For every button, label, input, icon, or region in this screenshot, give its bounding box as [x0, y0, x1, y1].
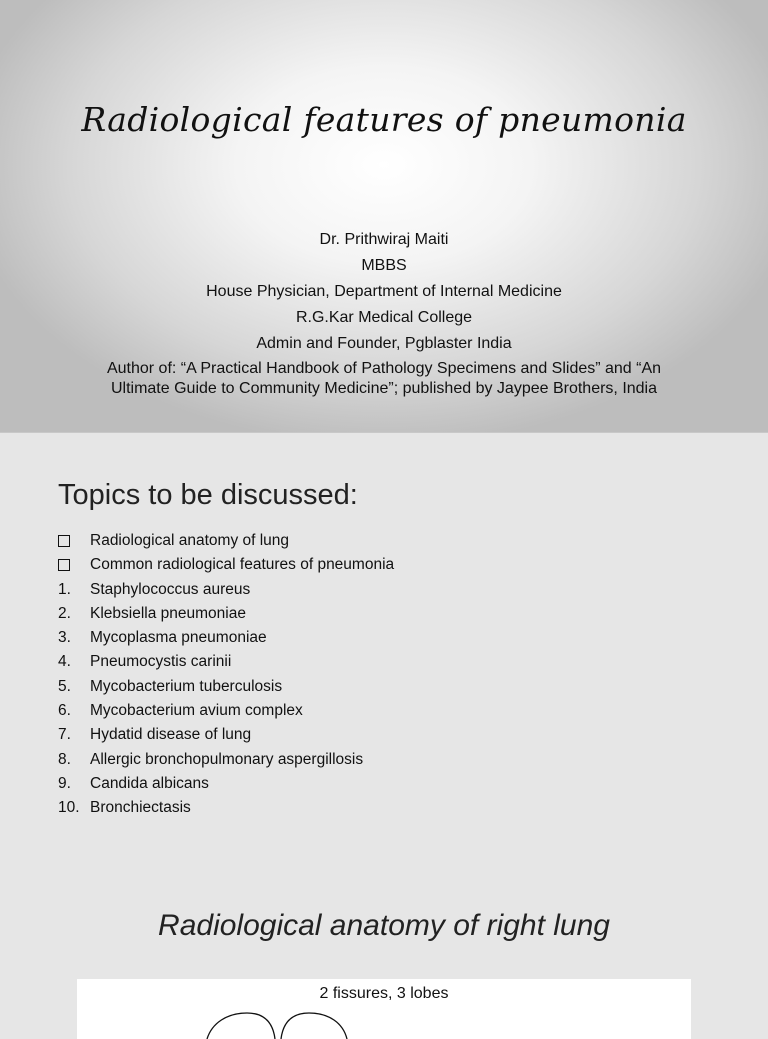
list-item: [58, 553, 394, 577]
list-item: [58, 723, 394, 747]
list-item-text: Staphylococcus aureus: [90, 580, 251, 598]
list-item-text: Klebsiella pneumoniae: [90, 604, 246, 622]
list-item: [58, 796, 394, 820]
list-item-text: Mycobacterium avium complex: [90, 702, 303, 720]
topics-heading: Topics to be discussed:: [58, 479, 358, 511]
list-number: 6.: [58, 702, 71, 720]
author-role: Admin and Founder, Pgblaster India: [256, 335, 512, 352]
list-item-text: Radiological anatomy of lung: [90, 532, 290, 549]
list-item: [58, 772, 394, 796]
slide-title: Radiological features of pneumonia: [81, 100, 687, 139]
topics-list: [58, 529, 394, 821]
anatomy-slide-title: Radiological anatomy of right lung: [158, 909, 610, 942]
author-note-line-1: Author of: “A Practical Handbook of Pathology Specimens and Slides” and “An: [106, 360, 662, 377]
list-number: 10.: [58, 799, 80, 817]
author-name: Dr. Prithwiraj Maiti: [319, 231, 449, 248]
list-number: 7.: [58, 726, 71, 744]
list-item: [58, 529, 394, 553]
list-item-text: Allergic bronchopulmonary aspergillosis: [90, 750, 364, 768]
list-item-text: Common radiological features of pneumonia: [90, 556, 395, 574]
list-item: [58, 675, 394, 699]
list-number: 5.: [58, 677, 71, 695]
lung-diagram: [77, 979, 691, 1039]
title-slide: [0, 0, 768, 433]
list-item-text: Mycoplasma pneumoniae: [90, 629, 267, 647]
list-number: 8.: [58, 750, 71, 768]
author-position: House Physician, Department of Internal Medicine: [206, 283, 562, 300]
list-item-text: Candida albicans: [90, 774, 209, 792]
author-block: [40, 227, 728, 399]
list-item: [58, 748, 394, 772]
checkbox-bullet-icon: [58, 535, 70, 547]
list-item: [58, 578, 394, 602]
list-item-text: Bronchiectasis: [90, 799, 191, 817]
list-number: 2.: [58, 604, 71, 622]
diagram-caption: 2 fissures, 3 lobes: [319, 985, 449, 1002]
list-item: [58, 650, 394, 674]
lung-outline-icon: [77, 979, 691, 1039]
author-degree: MBBS: [361, 257, 407, 274]
list-item: [58, 626, 394, 650]
list-number: 9.: [58, 774, 71, 792]
list-item: [58, 602, 394, 626]
author-note-line-2: Ultimate Guide to Community Medicine”; published by Jaypee Brothers, India: [110, 380, 658, 397]
list-item-text: Mycobacterium tuberculosis: [90, 677, 283, 695]
list-number: 3.: [58, 629, 71, 647]
list-item: [58, 699, 394, 723]
checkbox-bullet-icon: [58, 559, 70, 571]
list-number: 1.: [58, 580, 71, 598]
author-institution: R.G.Kar Medical College: [295, 309, 473, 326]
list-number: 4.: [58, 653, 71, 671]
topics-slide: [0, 433, 768, 1024]
list-item-text: Hydatid disease of lung: [90, 726, 252, 744]
list-item-text: Pneumocystis carinii: [90, 653, 232, 671]
